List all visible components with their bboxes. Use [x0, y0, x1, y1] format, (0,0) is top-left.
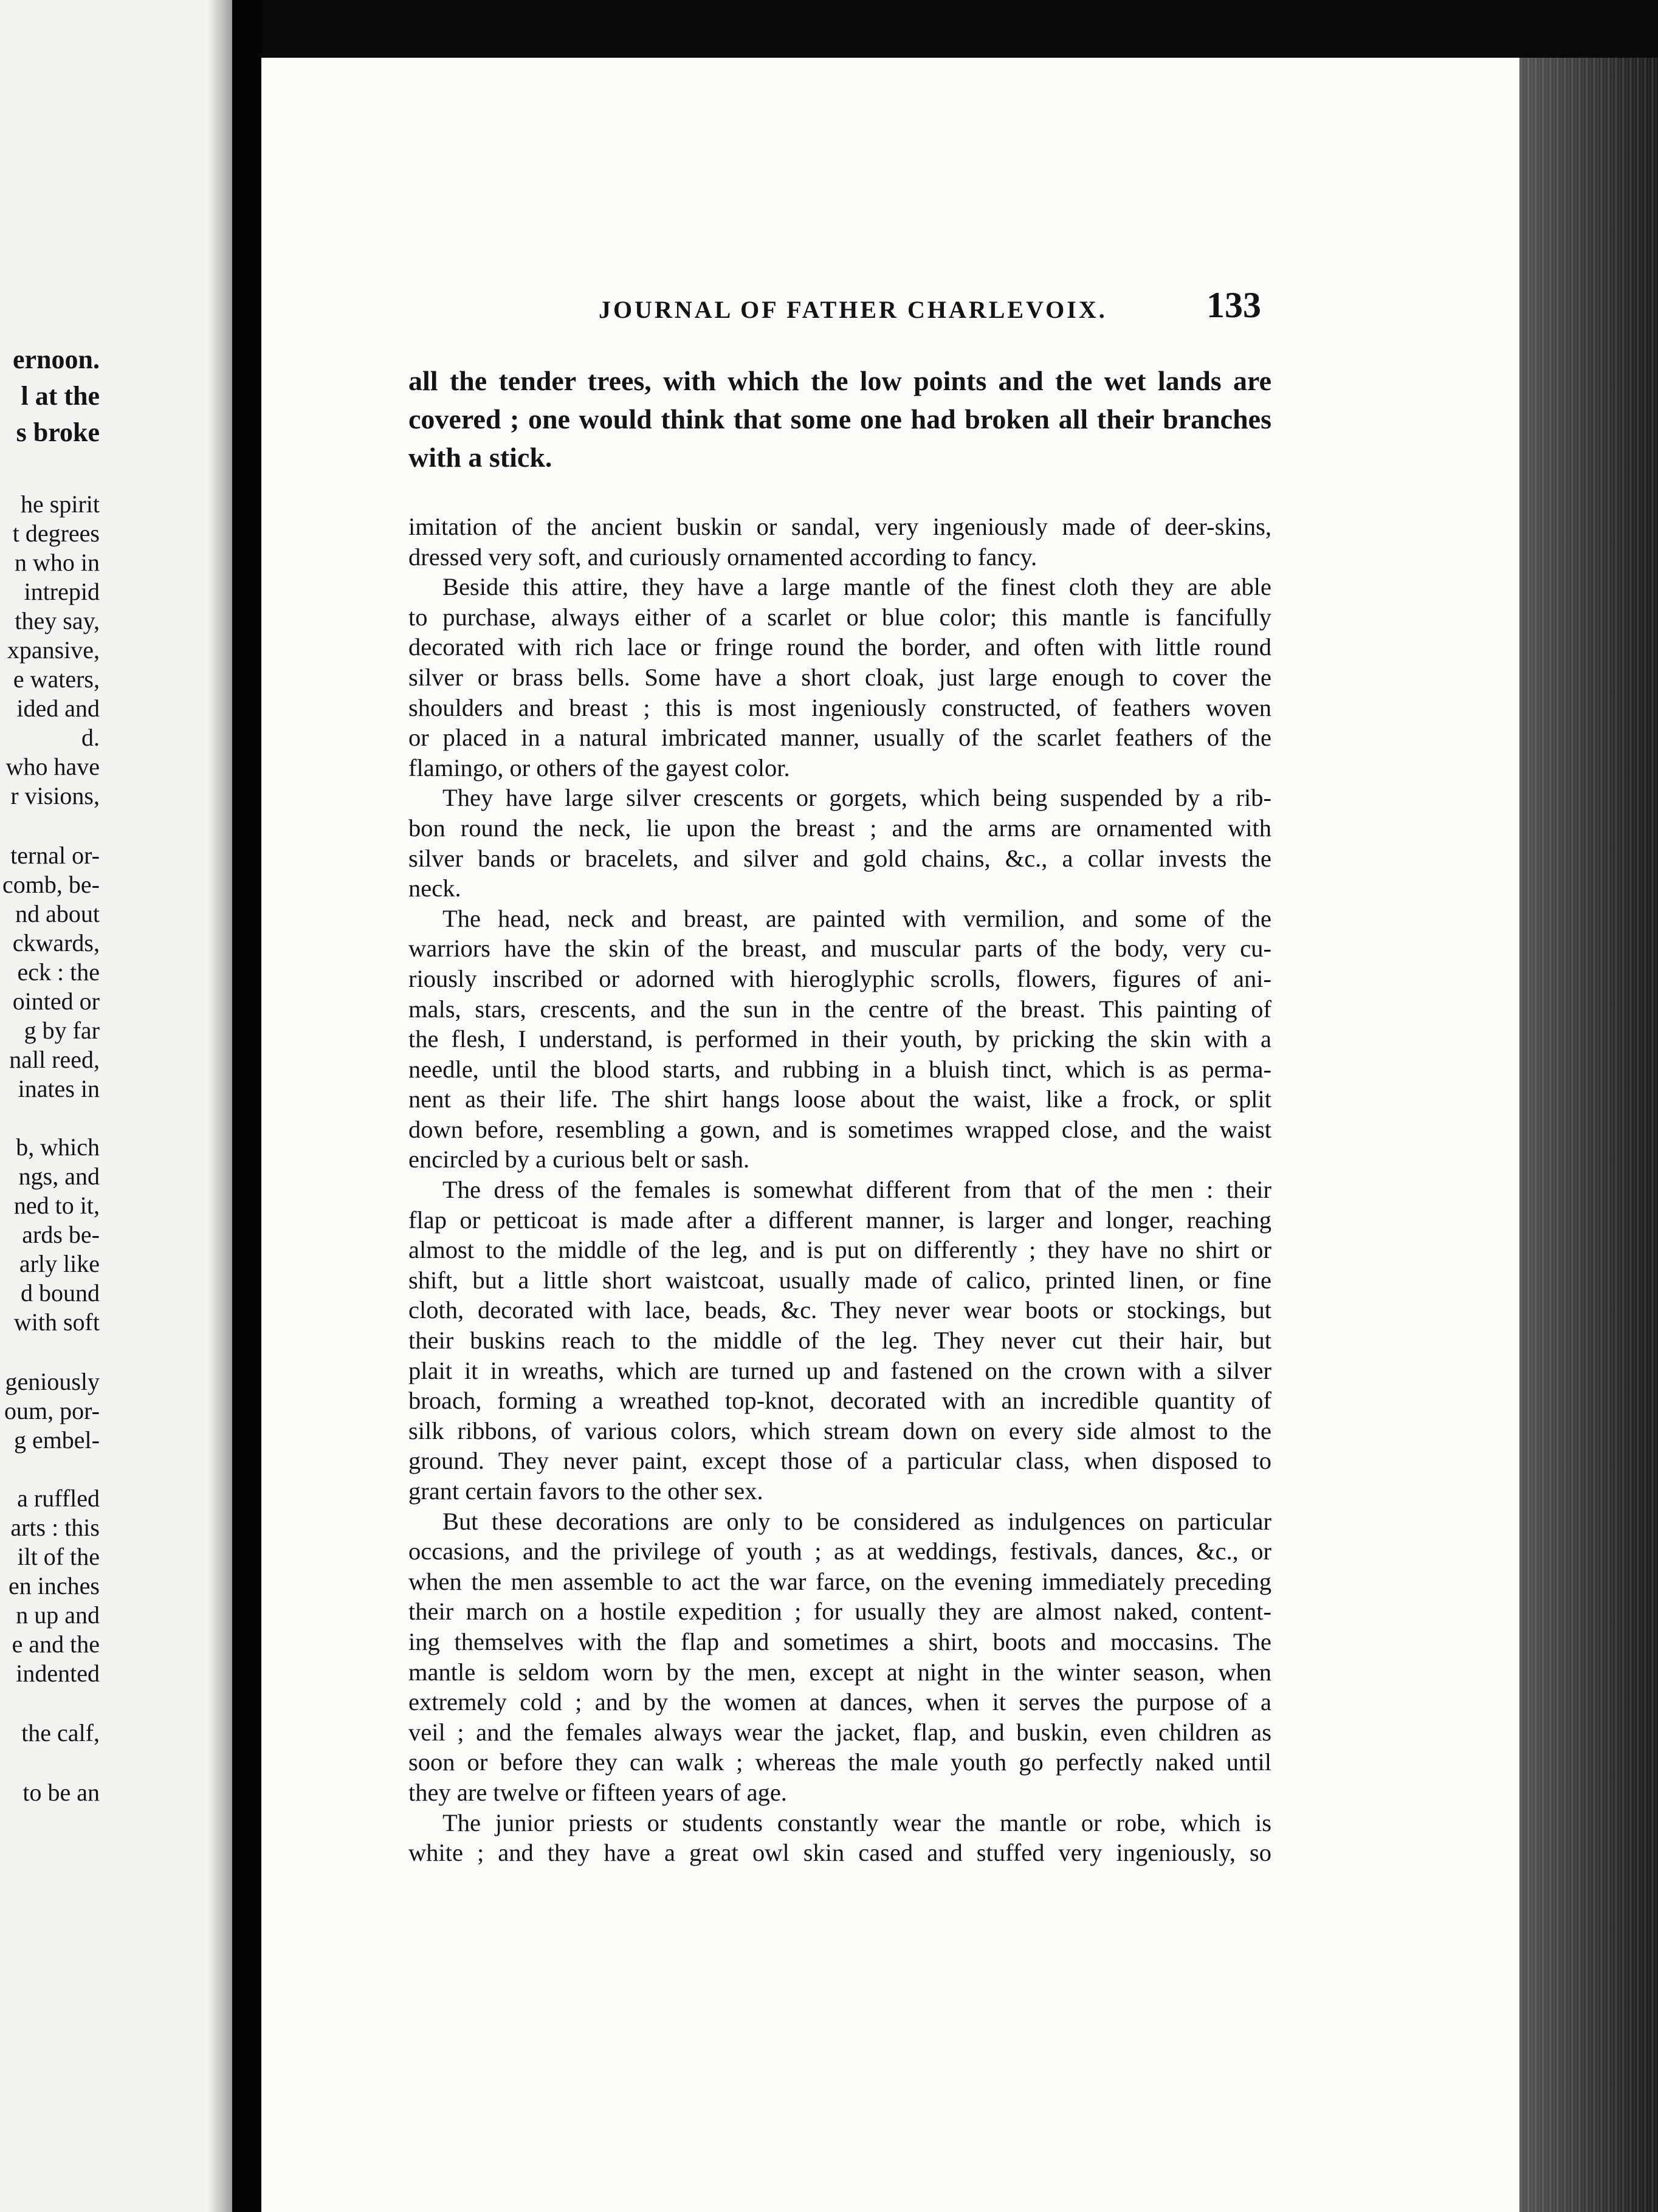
text-line: plait it in wreaths, which are turned up and fastened on the crown with a silver: [408, 1356, 1271, 1384]
left-page-line: nd about: [15, 900, 100, 927]
left-page-line: oum, por-: [4, 1397, 100, 1424]
text-line: bon round the neck, lie upon the breast ; and the arms are ornamented with: [408, 814, 1271, 842]
left-page-line: comb, be-: [2, 871, 100, 898]
text-line: imitation of the ancient buskin or sandal, very ingeniously made of deer-skins,: [408, 513, 1271, 540]
left-page-line: s broke: [16, 417, 100, 447]
left-page-line: ilt of the: [17, 1543, 100, 1570]
text-line: almost to the middle of the leg, and is put on differently ; they have no shirt or: [408, 1236, 1271, 1264]
text-line: their march on a hostile expedition ; for usually they are almost naked, content-: [408, 1598, 1271, 1626]
text-line: to purchase, always either of a scarlet or blue color; this mantle is fancifully: [408, 603, 1271, 631]
left-page-line: arly like: [19, 1250, 100, 1277]
body-text: [408, 512, 1271, 1868]
text-line: grant certain favors to the other sex.: [408, 1477, 763, 1505]
left-page-line: who have: [5, 753, 100, 780]
text-line: They have large silver crescents or gorgets, which being suspended by a rib-: [442, 784, 1271, 812]
left-page-line: a ruffled: [17, 1485, 100, 1512]
left-page-line: they say,: [15, 607, 100, 634]
text-line: needle, until the blood starts, and rubbing in a bluish tinct, which is as perma-: [408, 1055, 1271, 1083]
paragraph: [408, 904, 1271, 1175]
left-page-gutter-shadow: [208, 0, 232, 2212]
left-page-line: inates in: [18, 1075, 100, 1102]
text-line: they are twelve or fifteen years of age.: [408, 1778, 787, 1806]
text-line: shoulders and breast ; this is most ingeniously constructed, of feathers woven: [408, 693, 1271, 721]
left-page-line: with soft: [13, 1308, 100, 1336]
left-page-line: ckwards,: [12, 929, 100, 957]
text-line: But these decorations are only to be considered as indulgences on particular: [442, 1507, 1271, 1535]
top-block-line: with a stick.: [408, 442, 552, 473]
text-line: neck.: [408, 874, 461, 902]
paragraph: [408, 512, 1271, 572]
left-page-line: indented: [16, 1660, 100, 1687]
paragraph: [408, 572, 1271, 783]
text-line: riously inscribed or adorned with hieroglyphic scrolls, flowers, figures of ani-: [408, 964, 1271, 992]
top-block-line: all the tender trees, with which the low points and the wet lands are: [408, 365, 1271, 396]
text-line: The junior priests or students constantly wear the mantle or robe, which is: [442, 1808, 1271, 1836]
text-line: or placed in a natural imbricated manner, usually of the scarlet feathers of the: [408, 724, 1271, 752]
left-page-line: ned to it,: [13, 1192, 100, 1219]
text-line: cloth, decorated with lace, beads, &c. They never wear boots or stockings, but: [408, 1296, 1271, 1324]
left-page-line: d bound: [21, 1279, 100, 1307]
text-line: mals, stars, crescents, and the sun in the centre of the breast. This painting of: [408, 995, 1271, 1023]
left-page-line: eck : the: [17, 958, 100, 986]
running-head: JOURNAL OF FATHER CHARLEVOIX.: [599, 296, 1107, 323]
text-line: their buskins reach to the middle of the leg. They never cut their hair, but: [408, 1327, 1271, 1355]
left-page-line: ernoon.: [13, 345, 100, 374]
left-page-line: he spirit: [21, 490, 100, 518]
left-page-line: geniously: [5, 1368, 100, 1395]
left-page-line: ternal or-: [10, 842, 100, 869]
text-line: The dress of the females is somewhat different from that of the men : their: [442, 1176, 1271, 1204]
text-line: decorated with rich lace or fringe round the border, and often with little round: [408, 633, 1271, 661]
text-line: shift, but a little short waistcoat, usually made of calico, printed linen, or fine: [408, 1266, 1271, 1294]
left-page-line: n up and: [16, 1601, 100, 1629]
left-page-line: d.: [81, 724, 100, 751]
text-line: flap or petticoat is made after a different manner, is larger and longer, reaching: [408, 1206, 1271, 1234]
paragraph: [408, 1506, 1271, 1808]
paragraph: [408, 1808, 1271, 1868]
text-line: silver bands or bracelets, and silver and gold chains, &c., a collar invests the: [408, 844, 1271, 872]
left-page-line: t degrees: [12, 520, 100, 547]
left-page-text: [0, 0, 232, 2212]
text-line: the flesh, I understand, is performed in their youth, by pricking the skin with a: [408, 1025, 1271, 1053]
left-page-line: ointed or: [12, 987, 100, 1015]
text-line: dressed very soft, and curiously ornamented according to fancy.: [408, 543, 1037, 571]
left-page-line: g embel-: [13, 1426, 100, 1454]
text-line: The head, neck and breast, are painted with vermilion, and some of the: [442, 904, 1271, 932]
left-page-line: g by far: [24, 1017, 100, 1044]
text-line: ground. They never paint, except those of a particular class, when disposed to: [408, 1447, 1271, 1475]
page-stack-edge: [1519, 58, 1658, 2212]
left-page-line: ngs, and: [18, 1163, 100, 1190]
left-page-line: nall reed,: [9, 1046, 100, 1073]
text-line: mantle is seldom worn by the men, except at night in the winter season, when: [408, 1658, 1271, 1686]
paragraph: [408, 783, 1271, 903]
continued-paragraph-top: [408, 362, 1271, 476]
text-line: ing themselves with the flap and sometimes a shirt, boots and moccasins. The: [408, 1627, 1271, 1655]
left-page-line: intrepid: [24, 578, 100, 605]
left-page-line: ided and: [16, 695, 100, 722]
top-block-line: covered ; one would think that some one had broken all their branches: [408, 404, 1271, 434]
left-page-line: n who in: [15, 549, 100, 576]
text-line: occasions, and the privilege of youth ; as at weddings, festivals, dances, &c., or: [408, 1537, 1271, 1565]
text-line: broach, forming a wreathed top-knot, decorated with an incredible quantity of: [408, 1387, 1271, 1415]
book-gutter: [232, 0, 263, 2212]
paragraph: [408, 1175, 1271, 1506]
text-line: down before, resembling a gown, and is sometimes wrapped close, and the waist: [408, 1115, 1271, 1143]
text-line: warriors have the skin of the breast, and muscular parts of the body, very cu-: [408, 935, 1271, 963]
text-line: flamingo, or others of the gayest color.: [408, 754, 790, 781]
text-line: veil ; and the females always wear the jacket, flap, and buskin, even children as: [408, 1718, 1271, 1746]
text-line: Beside this attire, they have a large mantle of the finest cloth they are able: [442, 573, 1271, 601]
left-page-line: en inches: [9, 1572, 100, 1599]
left-page-line: e and the: [12, 1630, 100, 1658]
left-page-line: l at the: [21, 381, 100, 411]
text-line: soon or before they can walk ; whereas the male youth go perfectly naked until: [408, 1748, 1271, 1776]
text-line: extremely cold ; and by the women at dances, when it serves the purpose of a: [408, 1688, 1271, 1716]
text-line: nent as their life. The shirt hangs loose about the waist, like a frock, or split: [408, 1085, 1271, 1113]
left-page-line: r visions,: [10, 782, 100, 809]
text-line: silver or brass bells. Some have a short cloak, just large enough to cover the: [408, 663, 1271, 691]
page-number: 133: [1206, 285, 1261, 325]
left-page-line: xpansive,: [7, 636, 100, 664]
text-line: white ; and they have a great owl skin cased and stuffed very ingeniously, so: [408, 1839, 1271, 1867]
text-line: when the men assemble to act the war farce, on the evening immediately preceding: [408, 1567, 1271, 1595]
text-line: silk ribbons, of various colors, which stream down on every side almost to the: [408, 1417, 1271, 1444]
left-page-line: e waters,: [13, 665, 100, 693]
left-page-line: the calf,: [21, 1719, 100, 1747]
left-page-fragment: [0, 0, 232, 2212]
left-page-line: arts : this: [10, 1514, 100, 1541]
text-line: encircled by a curious belt or sash.: [408, 1146, 750, 1173]
left-page-line: ards be-: [22, 1221, 100, 1248]
left-page-line: to be an: [22, 1779, 100, 1806]
left-page-line: b, which: [16, 1133, 100, 1161]
